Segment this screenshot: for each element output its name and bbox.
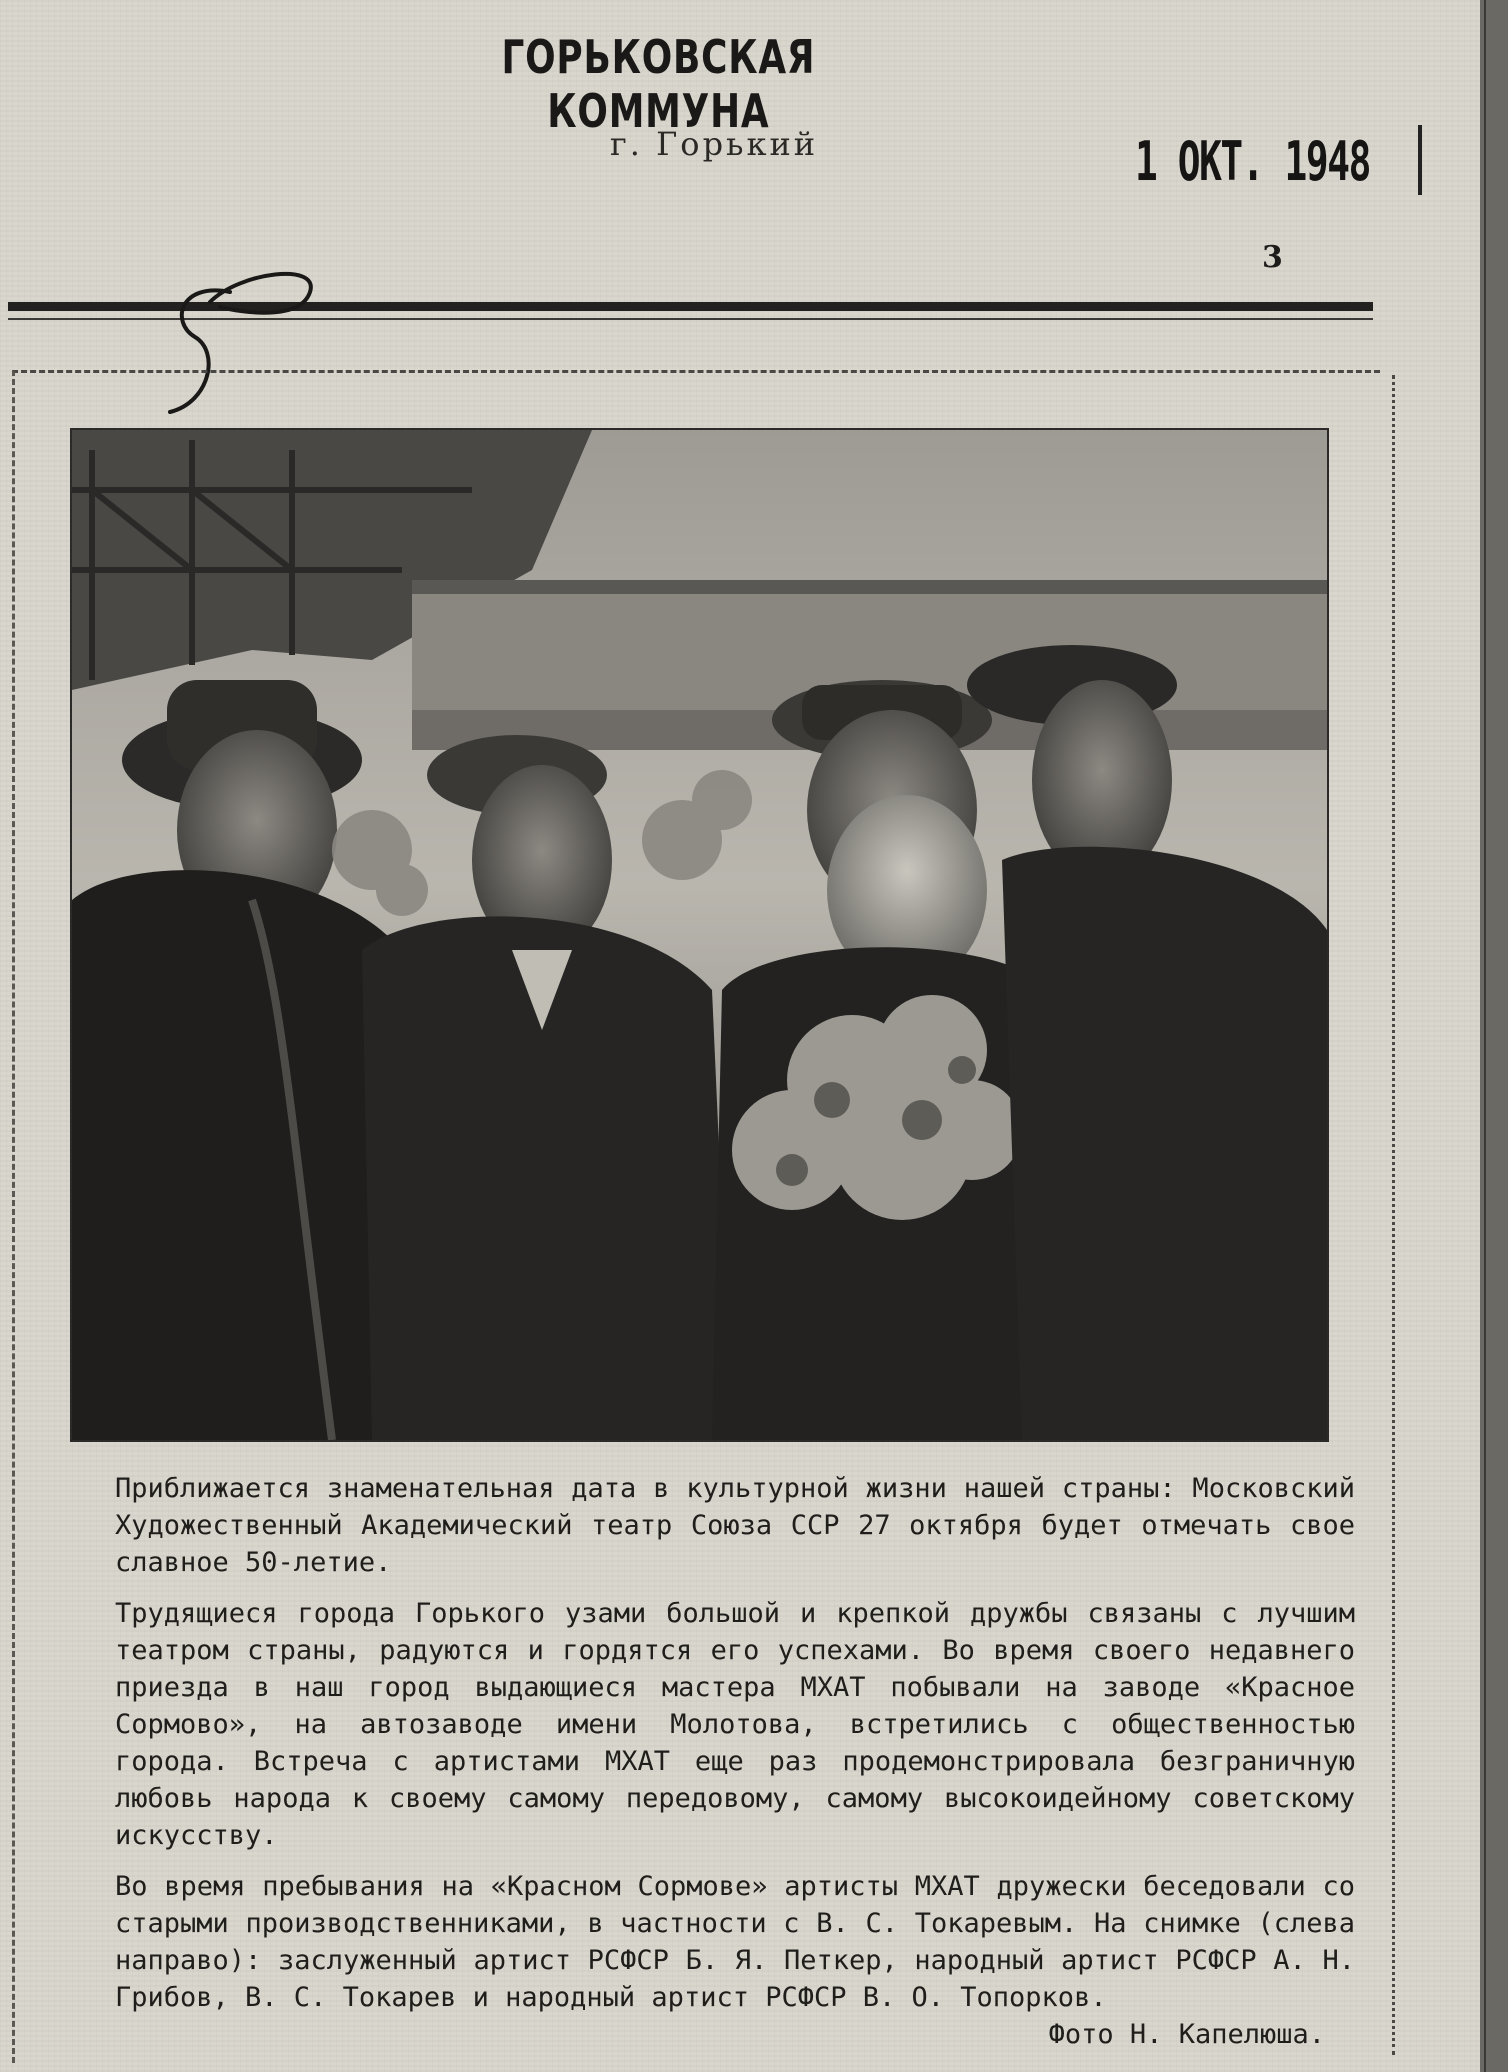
- caption-paragraph: Трудящиеся города Горького узами большой и крепкой дружбы связаны с лучшим театром страны, радуются и гордятся его успехами. Во время своего недавнего приезда в наш город выдающиеся мастера МХАТ побывали на заводе «Красное Сормово», на автозаводе имени Молотова, встретились с общественностью города. Встреча с артистами МХАТ еще раз продемонстрировала безграничную любовь народа к своему самому передовому, самому высокоидейному советскому искусству.: [115, 1598, 1355, 1851]
- date-stamp: 1 ОКТ. 1948: [1135, 130, 1370, 193]
- page-edge: [1480, 0, 1508, 2072]
- news-photo: [70, 428, 1329, 1442]
- page-number: 3: [1262, 240, 1283, 275]
- photo-credit: Фото Н. Капелюша.: [1048, 2019, 1325, 2050]
- caption-paragraph: Приближается знаменательная дата в культурной жизни нашей страны: Московский Художественный Академический театр Союза ССР 27 октября будет отмечать свое славное 50-летие.: [115, 1473, 1355, 1578]
- caption-paragraph-text: Во время пребывания на «Красном Сормове» артисты МХАТ дружески беседовали со старыми производственниками, в частности с В. С. Токаревым. На снимке (слева направо): заслуженный артист РСФСР Б. Я. Петкер, народный артист РСФСР А. Н. Грибов, В. С. Токарев и народный артист РСФСР В. О. Топорков.: [115, 1871, 1355, 2013]
- caption-paragraph: [115, 1868, 1355, 2050]
- clipping-cut-edge-right: [1392, 375, 1395, 2055]
- newspaper-title: ГОРЬКОВСКАЯ КОММУНА: [501, 30, 816, 138]
- photo-caption: [115, 1470, 1355, 2053]
- stamp-bar: [1418, 125, 1422, 195]
- city-name: г. Горький: [610, 125, 819, 163]
